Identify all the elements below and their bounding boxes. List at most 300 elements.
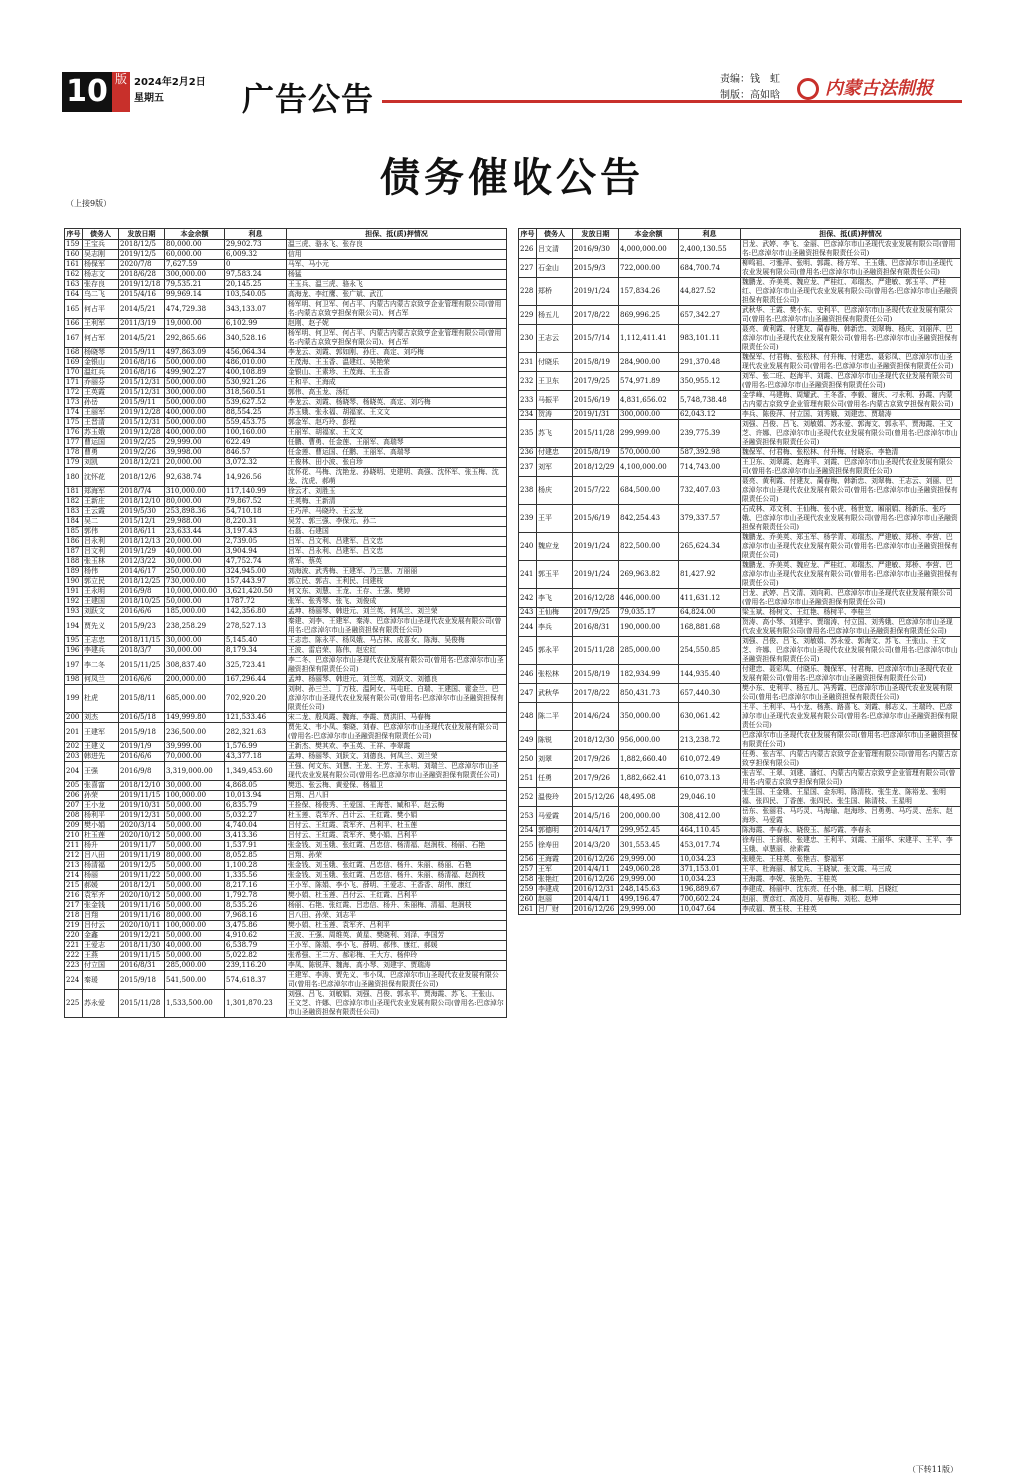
table-cell: 2018/12/6 [119, 468, 165, 487]
table-cell: 2015/12/31 [119, 418, 165, 428]
table-cell: 50,000.00 [165, 597, 225, 607]
table-cell: 2019/11/16 [119, 901, 165, 911]
table-cell: 80,000.00 [165, 911, 225, 921]
table-cell: 29,999.00 [619, 905, 679, 915]
table-cell: 杨庆 [537, 477, 573, 505]
table-cell: 232 [519, 372, 537, 391]
table-row [519, 750, 961, 769]
table-cell: 685,000.00 [165, 685, 225, 713]
table-cell: 何凤兰 [83, 675, 119, 685]
table-cell: 2014/5/21 [119, 329, 165, 348]
table-cell: 194 [65, 617, 83, 636]
table-cell: 吕文清 [537, 240, 573, 259]
table-cell: 2015/4/16 [119, 290, 165, 300]
table-cell: 王建军 [83, 723, 119, 742]
table-cell: 任金莲、曹运国、任鹏、王丽军、高瑞琴 [287, 448, 507, 458]
table-cell: 191 [65, 587, 83, 597]
table-cell: 236,500.00 [165, 723, 225, 742]
table-cell: 曹运国 [83, 438, 119, 448]
table-cell: 王志忠 [83, 636, 119, 646]
table-cell: 王平、王利平、马小龙、杨燕、路喜飞、刘霞、郝志义、王瑞玲、巴彦淖尔市山圣现代农业发展有限公司(曾用名:巴彦淖尔市山圣融资担保有限责任公司) [741, 703, 961, 731]
table-cell: 王仙梅 [537, 608, 573, 618]
column-header: 序号 [66, 229, 81, 238]
table-cell: 234 [519, 410, 537, 420]
table-cell: 魏应龙 [537, 533, 573, 561]
table-cell: 2014/5/16 [573, 807, 619, 826]
table-cell: 李建成 [537, 885, 573, 895]
table-row [519, 533, 961, 561]
table-cell: 3,475.86 [225, 921, 287, 931]
table-row [65, 507, 507, 517]
table-cell: 6,102.99 [225, 319, 287, 329]
table-cell: 2020/3/14 [119, 821, 165, 831]
table-cell: 2018/12/5 [119, 240, 165, 250]
table-cell: 贾先义 [83, 617, 119, 636]
table-cell: 20,000.00 [165, 458, 225, 468]
table-cell: 刘强、吕俊、吕飞、刘敏娟、苏永爱、郭海文、郭永平、贾海霞、王文芝、许娜、巴彦淖尔市山圣现代农业发展有限公司(曾用名:巴彦淖尔市山圣融资担保有限责任公司) [741, 420, 961, 448]
table-cell: 2016/12/26 [573, 855, 619, 865]
table-cell: 贾先义、韦小凤、秦晓、刘春、巴彦淖尔市山圣现代农业发展有限公司(曾用名:巴彦淖尔市山圣融资担保有限责任公司) [287, 723, 507, 742]
table-cell: 238,258.29 [165, 617, 225, 636]
weekday-text: 星期五 [134, 93, 164, 104]
table-cell: 1,112,411.41 [619, 325, 679, 353]
table-cell: 869,996.25 [619, 306, 679, 325]
table-cell: 温红兵 [83, 368, 119, 378]
table-cell: 233 [519, 391, 537, 410]
table-cell: 赵刚、赵子妮 [287, 319, 507, 329]
table-cell: 252 [519, 788, 537, 807]
table-cell: 2016/9/30 [573, 240, 619, 259]
table-cell: 64,824.00 [679, 608, 741, 618]
table-cell: 2018/7/4 [119, 487, 165, 497]
table-cell: 魏鹏龙、乔美英、魏应龙、严桂红、邓瑞杰、严建敏、郑桥、李营、巴彦淖尔市山圣现代农业发展有限公司(曾用名:巴彦淖尔市山圣融资担保有限责任公司) [741, 561, 961, 589]
table-row [65, 851, 507, 861]
table-row [519, 608, 961, 618]
table-cell: 250 [519, 750, 537, 769]
table-cell: 2016/5/18 [119, 713, 165, 723]
table-cell: 2015/12/31 [119, 388, 165, 398]
table-cell: 张松林 [537, 665, 573, 684]
table-cell: 2015/7/22 [573, 477, 619, 505]
table-cell: 166 [65, 319, 83, 329]
table-cell: 信用 [287, 250, 507, 260]
table-cell: 苏玉娥 [83, 428, 119, 438]
table-cell: 850,431.73 [619, 684, 679, 703]
table-cell: 211 [65, 841, 83, 851]
table-cell: 苏玉娥、张永福、胡福家、王文文 [287, 408, 507, 418]
table-row [519, 665, 961, 684]
table-cell: 239,116.20 [225, 961, 287, 971]
table-cell: 李建成、杨丽中、沈东亮、任小艳、郝二明、吕晓红 [741, 885, 961, 895]
table-cell: 207 [65, 801, 83, 811]
table-cell: 282,321.63 [225, 723, 287, 742]
table-cell: 2018/10/25 [119, 597, 165, 607]
table-cell: 温俊玲 [537, 788, 573, 807]
table-cell: 2018/6/11 [119, 527, 165, 537]
table-cell: 253,898.36 [165, 507, 225, 517]
table-cell: 张金钱、刘玉娥、张红霞、吕忠信、杨清福、赵润枝、杨丽、石艳 [287, 841, 507, 851]
column-header: 序号 [520, 229, 535, 238]
table-cell: 2014/4/17 [573, 826, 619, 836]
table-cell: 1,533,500.00 [165, 990, 225, 1018]
table-cell: 张金钱、刘玉娥、张红霞、吕忠信、杨升、朱丽、杨丽、石艳 [287, 861, 507, 871]
table-cell: 王波、王强、周维英、黄星、樊晓利、刘泽、李国芳 [287, 931, 507, 941]
table-cell: 郑海军 [83, 487, 119, 497]
table-cell: 2016/6/6 [119, 607, 165, 617]
table-cell: 聂亮、黄利霞、付建友、蔺春梅、韩新忠、刘翠梅、王志云、刘丽、巴彦淖尔市山圣现代农业发展有限公司(曾用名:巴彦淖尔市山圣融资担保有限责任公司) [741, 477, 961, 505]
table-cell: 40,000.00 [165, 941, 225, 951]
table-cell: 318,560.51 [225, 388, 287, 398]
table-cell: 张生国、王金娥、王星国、金东明、陈清枝、张生龙、陈裕龙、张明福、张四民、丁香莲、张四民、张生国、陈清枝、王星明 [741, 788, 961, 807]
table-cell: 吕文利 [83, 547, 119, 557]
table-cell: 300,000.00 [619, 410, 679, 420]
table-cell: 2020/10/12 [119, 831, 165, 841]
table-cell: 郝媛 [83, 881, 119, 891]
table-cell: 2012/3/22 [119, 557, 165, 567]
table-cell: 马军、马小元 [287, 260, 507, 270]
table-cell: 杜虎 [83, 685, 119, 713]
table-cell: 180 [65, 468, 83, 487]
table-cell: 241 [519, 561, 537, 589]
table-cell: 453,017.74 [679, 836, 741, 855]
table-cell: 182,934.99 [619, 665, 679, 684]
table-cell: 117,140.99 [225, 487, 287, 497]
table-cell: 7,627.59 [165, 260, 225, 270]
table-cell: 2018/12/25 [119, 577, 165, 587]
table-row [65, 762, 507, 781]
table-cell: 孟坤、杨丽琴、韩进元、刘兰英、刘跃文、刘德良 [287, 675, 507, 685]
table-cell: 吕军、吕永利、吕建军、吕文忠 [287, 547, 507, 557]
table-cell: 187 [65, 547, 83, 557]
table-cell: 乔丽芬 [83, 378, 119, 388]
table-cell: 657,342.27 [679, 306, 741, 325]
table-cell: 168 [65, 348, 83, 358]
table-cell: 7,968.16 [225, 911, 287, 921]
table-cell: 王新庄 [83, 497, 119, 507]
table-cell: 167 [65, 329, 83, 348]
table-cell: 2015/12/31 [119, 378, 165, 388]
table-row [65, 270, 507, 280]
table-cell: 孟坤、杨丽琴、刘跃文、刘德良、何凤兰、刘兰荣 [287, 752, 507, 762]
column-header: 担保、抵(质)押情况 [741, 229, 961, 240]
table-cell: 2019/11/19 [119, 851, 165, 861]
table-row [519, 788, 961, 807]
table-row [519, 420, 961, 448]
column-header: 债务人 [537, 229, 573, 240]
table-cell: 2016/8/16 [119, 358, 165, 368]
table-cell: 2018/6/28 [119, 270, 165, 280]
table-cell: 714,743.00 [679, 458, 741, 477]
table-cell: 50,000.00 [165, 861, 225, 871]
table-cell: 2016/6/6 [119, 752, 165, 762]
table-cell: 李兵、陈俊萍、付立国、刘秀娥、刘建忠、贾瑞涛 [741, 410, 961, 420]
table-cell: 411,631.12 [679, 589, 741, 608]
table-cell: 165 [65, 300, 83, 319]
table-cell: 226 [519, 240, 537, 259]
table-row [65, 742, 507, 752]
table-cell: 500,000.00 [165, 358, 225, 368]
table-cell: 5,022.82 [225, 951, 287, 961]
continued-to: （下转11版） [907, 1465, 958, 1474]
table-cell: 238 [519, 477, 537, 505]
table-cell: 赵丽 [537, 895, 573, 905]
table-cell: 10,034.23 [679, 875, 741, 885]
table-row [65, 617, 507, 636]
table-row [65, 636, 507, 646]
table-cell: 200,000.00 [165, 675, 225, 685]
table-cell: 苏飞 [537, 420, 573, 448]
column-header: 发放日期 [119, 229, 165, 240]
table-cell: 50,000.00 [165, 951, 225, 961]
table-cell: 221 [65, 941, 83, 951]
table-row [519, 325, 961, 353]
table-cell: 236 [519, 448, 537, 458]
table-cell: 196 [65, 646, 83, 656]
table-cell: 张玉林 [83, 557, 119, 567]
table-cell: 197 [65, 656, 83, 675]
table-cell: 2017/9/25 [573, 372, 619, 391]
table-cell: 王丽军 [83, 408, 119, 418]
table-cell: 684,500.00 [619, 477, 679, 505]
table-cell: 2016/12/26 [573, 905, 619, 915]
table-header-row [519, 229, 961, 240]
table-cell: 王永明 [83, 587, 119, 597]
table-cell: 10,047.64 [679, 905, 741, 915]
table-cell: 2015/12/26 [573, 788, 619, 807]
table-cell: 2016/12/26 [573, 875, 619, 885]
table-cell: 2017/9/26 [573, 769, 619, 788]
table-cell: 2014/3/20 [573, 836, 619, 855]
table-cell: 29,999.00 [619, 855, 679, 865]
table-cell: 19,000.00 [165, 319, 225, 329]
table-cell: 400,000.00 [165, 408, 225, 418]
table-cell: 2019/12/5 [119, 861, 165, 871]
table-cell: 20,145.25 [225, 280, 287, 290]
table-cell: 郭立民 [83, 577, 119, 587]
table-cell: 徐寿田 [537, 836, 573, 855]
table-cell: 248,145.63 [619, 885, 679, 895]
table-cell: 164 [65, 290, 83, 300]
table-cell: 587,392.98 [679, 448, 741, 458]
table-cell: 215 [65, 881, 83, 891]
table-cell: 50,000.00 [165, 871, 225, 881]
table-row [65, 597, 507, 607]
table-cell: 4,100,000.00 [619, 458, 679, 477]
table-cell: 209 [65, 821, 83, 831]
table-cell: 220 [65, 931, 83, 941]
table-row [65, 901, 507, 911]
table-cell: 243 [519, 608, 537, 618]
table-cell: 张金钱、刘玉娥、张红霞、吕忠信、杨升、朱丽、杨清福、赵润枝 [287, 871, 507, 881]
table-cell: 539,627.52 [225, 398, 287, 408]
table-cell: 王小军、陈娟、李小飞、薛明、郝伟、康红、郝媛 [287, 941, 507, 951]
table-cell: 204 [65, 762, 83, 781]
table-cell: 956,000.00 [619, 731, 679, 750]
table-cell: 王卫东 [537, 372, 573, 391]
header-divider [382, 100, 962, 103]
table-cell: 219 [65, 921, 83, 931]
table-cell: 2016/8/31 [119, 961, 165, 971]
table-cell: 2019/2/25 [119, 438, 165, 448]
table-cell: 杨利平 [83, 811, 119, 821]
date-text: 2024年2月2日 [134, 77, 206, 88]
table-cell: 846.57 [225, 448, 287, 458]
table-cell: 1,792.78 [225, 891, 287, 901]
table-cell: 8,052.85 [225, 851, 287, 861]
table-cell: 249,060.28 [619, 865, 679, 875]
table-cell: 2,400,130.55 [679, 240, 741, 259]
table-cell: 160 [65, 250, 83, 260]
table-cell: 163 [65, 280, 83, 290]
table-cell: 29,988.00 [165, 517, 225, 527]
table-cell: 吕八田 [83, 851, 119, 861]
table-cell: 王卫东、刘翠霞、赵海平、刘霞、巴彦淖尔市山圣现代农业发展有限公司(曾用名:巴彦淖尔市山圣融资担保有限责任公司) [741, 458, 961, 477]
table-cell: 杨升 [83, 841, 119, 851]
table-cell: 2011/3/19 [119, 319, 165, 329]
table-row [65, 497, 507, 507]
table-cell: 任勇 [537, 769, 573, 788]
table-row [65, 861, 507, 871]
table-cell: 343,133.07 [225, 300, 287, 319]
table-cell: 张喜富 [83, 781, 119, 791]
table-row [65, 713, 507, 723]
table-cell: 157,834.26 [619, 278, 679, 306]
table-cell: 2015/7/14 [573, 325, 619, 353]
table-cell: 2015/8/11 [119, 685, 165, 713]
table-row [65, 408, 507, 418]
table-cell: 2018/12/10 [119, 781, 165, 791]
table-cell: 王海霞 [537, 855, 573, 865]
table-cell: 2015/12/1 [119, 517, 165, 527]
table-cell: 213,238.72 [679, 731, 741, 750]
editor-name: 责编：钱 虹 [720, 74, 780, 85]
table-cell: 王海霞、李妮、张艳先、王桂英 [741, 875, 961, 885]
table-cell: 168,881.68 [679, 618, 741, 637]
table-cell: 何占军 [83, 329, 119, 348]
table-cell: 255 [519, 836, 537, 855]
table-row [65, 961, 507, 971]
table-row [519, 391, 961, 410]
table-cell: 李龙云、刘霞、杨晓琴、杨晓英、高定、刘巧梅 [287, 398, 507, 408]
table-row [65, 567, 507, 577]
table-cell: 227 [519, 259, 537, 278]
table-cell: 700,602.24 [679, 895, 741, 905]
table-cell: 159 [65, 240, 83, 250]
table-cell: 80,000.00 [165, 240, 225, 250]
table-cell: 吕龙、武婷、李飞、金丽、巴彦淖尔市山圣现代农业发展有限公司(曾用名:巴彦淖尔市山圣融资担保有限责任公司) [741, 240, 961, 259]
table-cell: 39,998.00 [165, 448, 225, 458]
table-cell: 610,073.13 [679, 769, 741, 788]
table-cell: 6,009.32 [225, 250, 287, 260]
table-row [519, 769, 961, 788]
table-cell: 4,740.04 [225, 821, 287, 831]
table-cell: 2017/8/22 [573, 306, 619, 325]
table-cell: 2019/11/7 [119, 841, 165, 851]
table-row [65, 656, 507, 675]
table-cell: 14,926.56 [225, 468, 287, 487]
table-row [519, 448, 961, 458]
table-cell: 2019/12/18 [119, 280, 165, 290]
table-row [65, 841, 507, 851]
table-row [519, 826, 961, 836]
table-row [65, 871, 507, 881]
table-cell: 2015/9/18 [119, 971, 165, 990]
table-cell: 193 [65, 607, 83, 617]
table-cell: 182 [65, 497, 83, 507]
table-cell: 杜玉莲 [83, 831, 119, 841]
table-cell: 92,638.74 [165, 468, 225, 487]
table-cell: 王晋清 [83, 418, 119, 428]
table-cell: 174 [65, 408, 83, 418]
table-cell: 石金山 [537, 259, 573, 278]
table-cell: 1,576.99 [225, 742, 287, 752]
table-cell: 622.49 [225, 438, 287, 448]
table-cell: 王建国 [83, 597, 119, 607]
table-cell: 299,999.00 [619, 420, 679, 448]
table-cell: 30,000.00 [165, 646, 225, 656]
table-cell: 2014/4/11 [573, 895, 619, 905]
table-cell: 刘海波、武秀梅、王建军、乃三慧、万丽丽 [287, 567, 507, 577]
table-cell: 722,000.00 [619, 259, 679, 278]
table-cell: 石成林、邓文利、王仙梅、张小虎、杨世宽、厢丽娟、杨新乐、张巧娥、巴彦淖尔市山圣现代农业发展有限公司(曾用名:巴彦淖尔市山圣融资担保有限责任公司) [741, 505, 961, 533]
table-cell: 2016/9/8 [119, 587, 165, 597]
table-cell: 2014/4/11 [573, 865, 619, 875]
table-cell: 285,000.00 [165, 961, 225, 971]
table-cell: 秦建、刘李、王建军、秦涛、巴彦淖尔市山圣现代农业发展有限公司(曾用名:巴彦淖尔市山圣融资担保有限责任公司) [287, 617, 507, 636]
table-cell: 刘翠 [537, 750, 573, 769]
table-cell: 吕龙、武婷、吕文清、刘向莉、巴彦淖尔市山圣现代农业发展有限公司(曾用名:巴彦淖尔市山圣融资担保有限责任公司) [741, 589, 961, 608]
table-row [65, 418, 507, 428]
table-cell: 142,356.80 [225, 607, 287, 617]
table-cell: 2016/9/8 [119, 762, 165, 781]
table-cell: 100,160.00 [225, 428, 287, 438]
table-cell: 2018/11/30 [119, 941, 165, 951]
table-cell: 王志忠、陈永平、杨凤娥、马占林、成喜女、陈海、吴俊梅 [287, 636, 507, 646]
table-cell: 张吉军、王翠、刘建、潘红、内蒙古内蒙古京致亨企业管理有限公司(曾用名:内蒙古京致亨担保有限公司) [741, 769, 961, 788]
table-cell: 张艳红 [537, 875, 573, 885]
table-row [65, 428, 507, 438]
table-row [65, 388, 507, 398]
table-cell: 5,748,738.48 [679, 391, 741, 410]
table-cell: 王强、何文东、刘慧、王龙、王芳、王永明、刘瑞兰、巴彦淖尔市山圣现代农业发展有限公司(曾用名:巴彦淖尔市山圣融资担保有限责任公司) [287, 762, 507, 781]
table-row [65, 448, 507, 458]
table-cell: 8,179.34 [225, 646, 287, 656]
table-cell: 240 [519, 533, 537, 561]
table-cell: 541,500.00 [165, 971, 225, 990]
table-cell: 金银山 [83, 358, 119, 368]
masthead-logo: 内蒙古法制报 [797, 74, 962, 98]
table-row [65, 821, 507, 831]
table-cell: 2019/11/22 [119, 871, 165, 881]
table-cell: 刘跃文 [83, 607, 119, 617]
table-cell: 40,000.00 [165, 547, 225, 557]
table-cell: 161 [65, 260, 83, 270]
table-cell: 刘军 [537, 458, 573, 477]
table-row [519, 505, 961, 533]
table-cell: 278,527.13 [225, 617, 287, 636]
table-cell: 2015/8/19 [573, 353, 619, 372]
table-cell: 2020/10/12 [119, 891, 165, 901]
table-cell: 张军、张秀琴、张飞、刘俊成 [287, 597, 507, 607]
table-cell: 44,827.52 [679, 278, 741, 306]
table-cell: 3,621,420.50 [225, 587, 287, 597]
table-row [65, 723, 507, 742]
table-cell: 3,904.94 [225, 547, 287, 557]
table-cell: 39,999.00 [165, 742, 225, 752]
table-cell: 300,000.00 [165, 270, 225, 280]
table-cell: 乌二飞 [83, 290, 119, 300]
table-cell: 郭永平 [537, 637, 573, 665]
